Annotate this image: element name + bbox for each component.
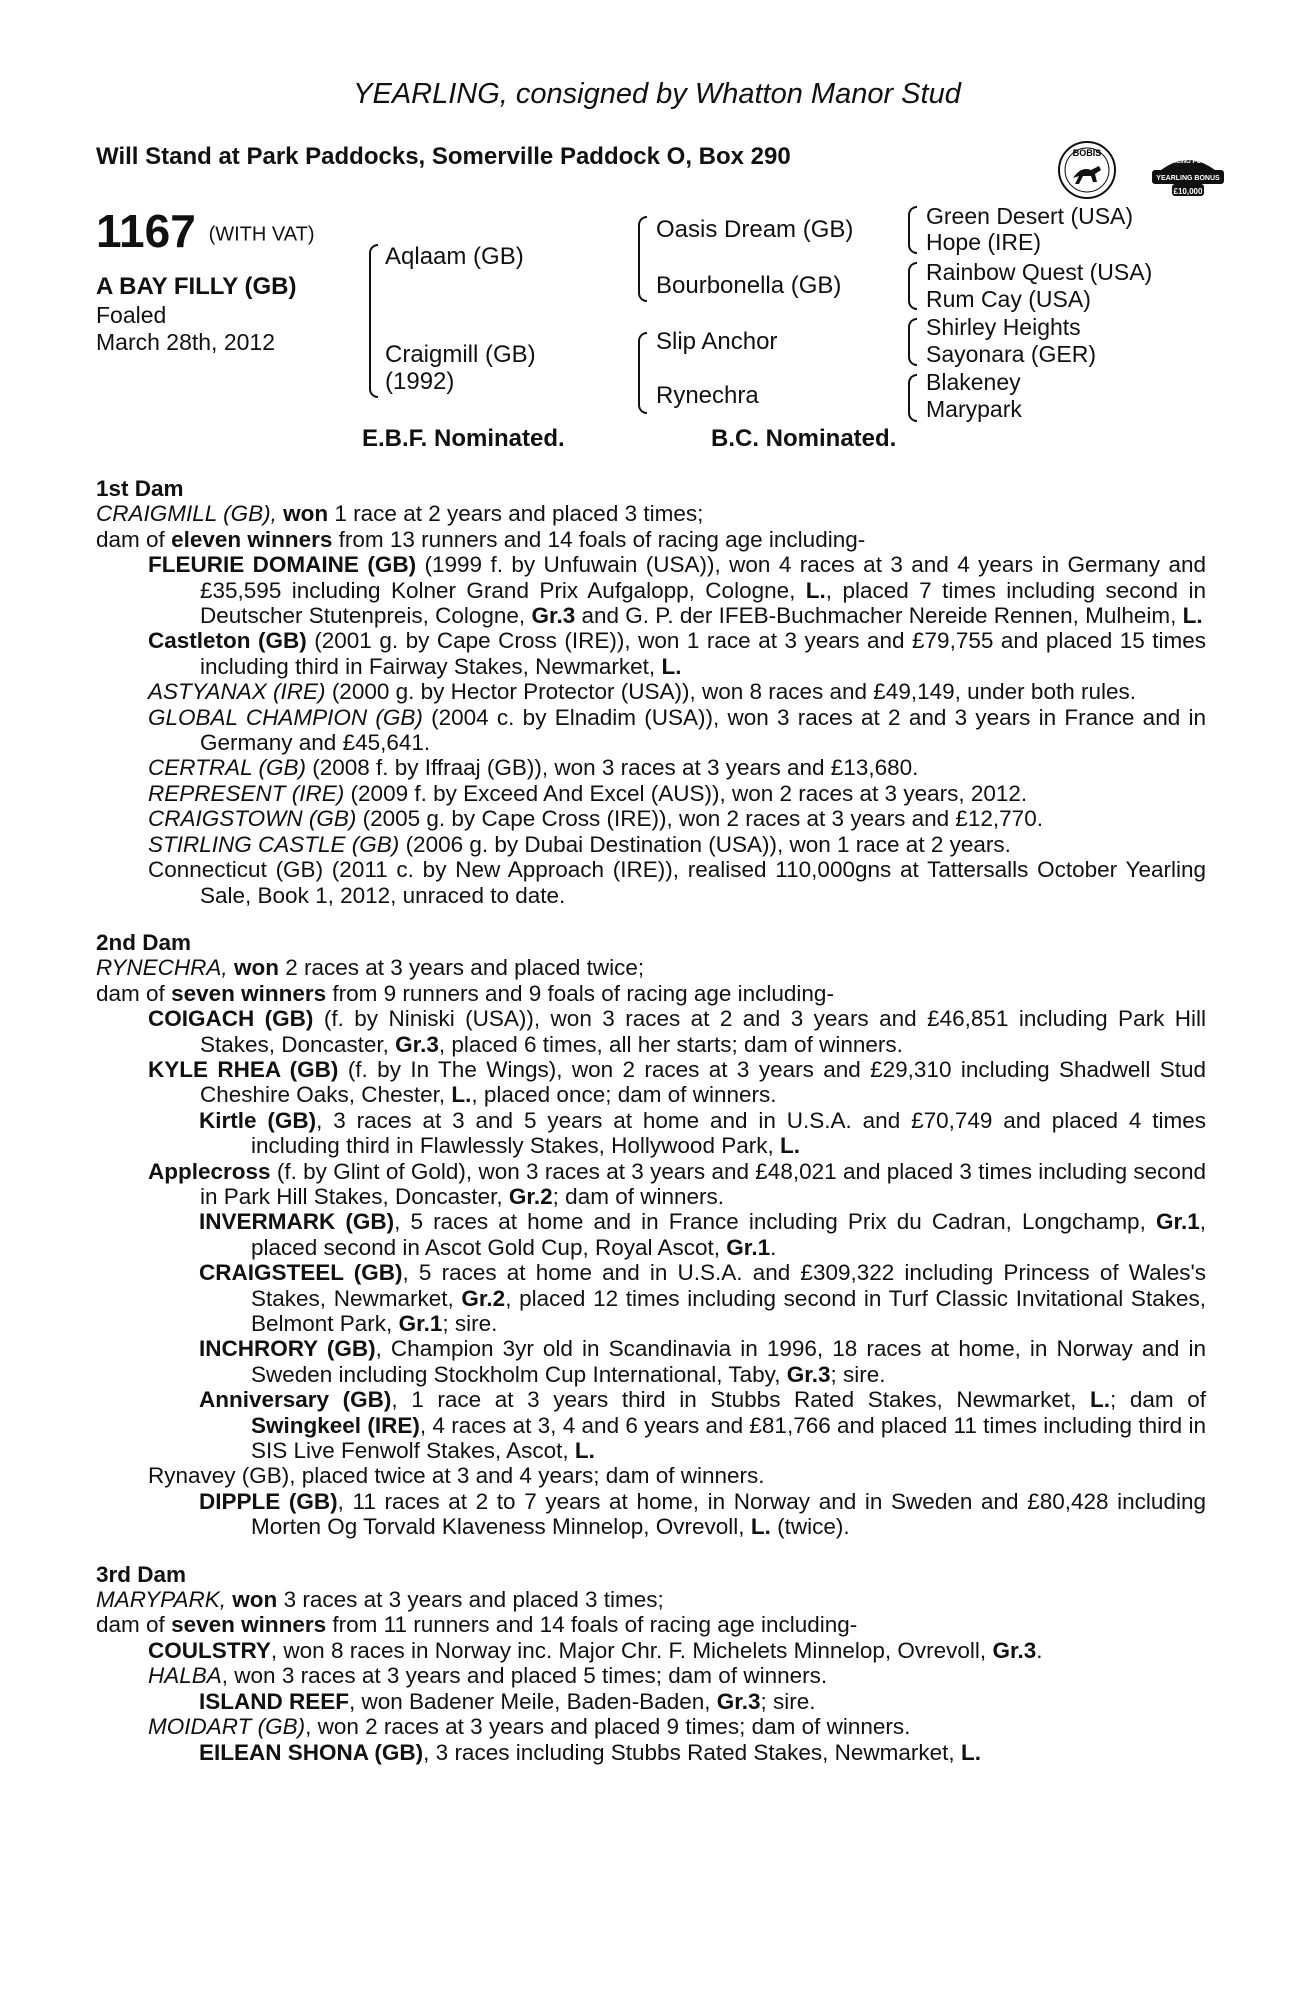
pedigree-brace-2a (638, 216, 647, 302)
produce-halba: HALBA, won 3 races at 3 years and placed 5 times; dam of winners. (148, 1663, 828, 1689)
produce-moidart: MOIDART (GB), won 2 races at 3 years and placed 9 times; dam of winners. (148, 1714, 911, 1740)
third-dam-produce-summary: dam of seven winners from 11 runners and 14 foals of racing age including- (96, 1612, 858, 1638)
produce-astyanax: ASTYANAX (IRE) (2000 g. by Hector Protector (USA)), won 8 races and £49,149, under both rules. (148, 679, 1136, 705)
first-dam-section (96, 476, 1206, 908)
first-dam-heading: 1st Dam (96, 476, 184, 501)
pedigree-dds: Blakeney (926, 369, 1021, 395)
produce-certral: CERTRAL (GB) (2008 f. by Iffraaj (GB)), won 3 races at 3 years and £13,680. (148, 755, 919, 781)
rp-logo-top: RACING POST (1167, 159, 1209, 165)
pedigree-brace-3a (908, 206, 917, 254)
rp-logo-amount: £10,000 (1173, 187, 1203, 196)
produce-fleurie-domaine: FLEURIE DOMAINE (GB) (1999 f. by Unfuwain (USA)), won 4 races at 3 and 4 years in Germany and £35,595 including Kolner Grand Prix Aufgalopp, Cologne, L., placed 7 times including second in Deutscher Stutenpreis, Cologne, Gr.3 and G. P. der IFEB-Buchmacher Nereide Rennen, Mulheim, L. (148, 552, 1206, 629)
pedigree-brace-2b (638, 332, 647, 414)
produce-anniversary: Anniversary (GB), 1 race at 3 years third in Stubbs Rated Stakes, Newmarket, L.; dam of Swingkeel (IRE), 4 races at 3, 4 and 6 years and £81,766 and placed 11 times including third in SIS Live Fenwolf Stakes, Ascot, L. (199, 1387, 1206, 1464)
pedigree-sire-sire: Oasis Dream (GB) (656, 216, 854, 243)
bc-nominated: B.C. Nominated. (711, 425, 897, 452)
pedigree-dam: Craigmill (GB) (385, 341, 536, 368)
second-dam-section (96, 930, 1206, 1540)
third-dam-section (96, 1562, 1206, 1765)
produce-kyle-rhea: KYLE RHEA (GB) (f. by In The Wings), won 2 races at 3 years and £29,310 including Shadwell Stud Cheshire Oaks, Chester, L., placed once; dam of winners. (148, 1056, 1206, 1108)
sale-header-title: YEARLING, consigned by Whatton Manor Stud (353, 78, 961, 110)
produce-global-champion: GLOBAL CHAMPION (GB) (2004 c. by Elnadim (USA)), won 3 races at 2 and 3 years in France and in Germany and £45,641. (148, 704, 1206, 756)
third-dam-line: MARYPARK, won 3 races at 3 years and placed 3 times; (96, 1587, 664, 1613)
produce-invermark: INVERMARK (GB), 5 races at home and in France including Prix du Cadran, Longchamp, Gr.1, placed second in Ascot Gold Cup, Royal Ascot, Gr.1. (199, 1209, 1206, 1260)
first-dam-line: CRAIGMILL (GB), won 1 race at 2 years and placed 3 times; (96, 501, 704, 527)
bobis-logo (1055, 138, 1119, 202)
vat-label: (WITH VAT) (208, 223, 315, 246)
lot-number (96, 204, 314, 258)
pedigree-sss: Green Desert (USA) (926, 203, 1134, 229)
produce-represent: REPRESENT (IRE) (2009 f. by Exceed And Excel (AUS)), won 2 races at 3 years, 2012. (148, 780, 1028, 806)
pedigree-ddd: Marypark (926, 396, 1022, 422)
pedigree-brace-3c (908, 318, 917, 366)
ebf-nominated: E.B.F. Nominated. (362, 425, 565, 452)
second-dam-heading: 2nd Dam (96, 929, 192, 955)
racing-post-yearling-bonus-logo (1150, 150, 1226, 200)
produce-eilean-shona: EILEAN SHONA (GB), 3 races including Stubbs Rated Stakes, Newmarket, L. (199, 1739, 981, 1765)
produce-connecticut: Connecticut (GB) (2011 c. by New Approach (IRE)), realised 110,000gns at Tattersalls October Yearling Sale, Book 1, 2012, unraced to date. (148, 857, 1206, 908)
catalogue-body (96, 476, 1206, 1765)
lot-name: A BAY FILLY (GB) (96, 273, 297, 300)
produce-applecross: Applecross (f. by Glint of Gold), won 3 races at 3 years and £48,021 and placed 3 times including second in Park Hill Stakes, Doncaster, Gr.2; dam of winners. (148, 1158, 1206, 1209)
produce-craigstown: CRAIGSTOWN (GB) (2005 g. by Cape Cross (IRE)), won 2 races at 3 years and £12,770. (148, 806, 1043, 832)
pedigree-sire: Aqlaam (GB) (385, 243, 524, 270)
pedigree-dam-sire: Slip Anchor (656, 328, 778, 355)
produce-stirling-castle: STIRLING CASTLE (GB) (2006 g. by Dubai Destination (USA)), won 1 race at 2 years. (148, 831, 1011, 857)
pedigree-dss: Shirley Heights (926, 314, 1081, 340)
pedigree-brace-3d (908, 374, 917, 422)
pedigree-brace-3b (908, 262, 917, 310)
produce-dipple: DIPPLE (GB), 11 races at 2 to 7 years at home, in Norway and in Sweden and £80,428 including Morten Og Torvald Klaveness Minnelop, Ovrevoll, L. (twice). (199, 1488, 1206, 1540)
produce-craigsteel: CRAIGSTEEL (GB), 5 races at home and in U.S.A. and £309,322 including Princess of Wales's Stakes, Newmarket, Gr.2, placed 12 times including second in Turf Classic Invitational Stakes, Belmont Park, Gr.1; sire. (199, 1260, 1206, 1336)
foaled-date: Foaled March 28th, 2012 (96, 302, 276, 355)
produce-rynavey: Rynavey (GB), placed twice at 3 and 4 years; dam of winners. (148, 1463, 765, 1489)
pedigree-sds: Rainbow Quest (USA) (926, 259, 1153, 285)
pedigree-dam-year: (1992) (385, 368, 455, 395)
pedigree-ssd: Hope (IRE) (926, 229, 1042, 255)
second-dam-produce-summary: dam of seven winners from 9 runners and 9 foals of racing age including- (96, 980, 834, 1006)
bobis-logo-text: BOBIS (1072, 148, 1102, 158)
first-dam-produce-summary: dam of eleven winners from 13 runners and 14 foals of racing age including- (96, 526, 866, 552)
produce-coigach: COIGACH (GB) (f. by Niniski (USA)), won 3 races at 2 and 3 years and £46,851 including Park Hill Stakes, Doncaster, Gr.3, placed 6 times, all her starts; dam of winners. (148, 1006, 1206, 1057)
pedigree-brace-1 (369, 244, 378, 398)
third-dam-heading: 3rd Dam (96, 1561, 187, 1587)
pedigree-sire-dam: Bourbonella (GB) (656, 272, 842, 299)
produce-castleton: Castleton (GB) (2001 g. by Cape Cross (IRE)), won 1 race at 3 years and £79,755 and placed 15 times including third in Fairway Stakes, Newmarket, L. (148, 628, 1206, 679)
produce-island-reef: ISLAND REEF, won Badener Meile, Baden-Baden, Gr.3; sire. (199, 1688, 816, 1714)
stand-location: Will Stand at Park Paddocks, Somerville Paddock O, Box 290 (96, 143, 791, 170)
produce-kirtle: Kirtle (GB), 3 races at 3 and 5 years at home and in U.S.A. and £70,749 and placed 4 times including third in Flawlessly Stakes, Hollywood Park, L. (199, 1107, 1207, 1159)
lot-number-value: 1167 (96, 205, 196, 257)
pedigree-sdd: Rum Cay (USA) (926, 286, 1091, 312)
second-dam-line: RYNECHRA, won 2 races at 3 years and placed twice; (96, 955, 645, 981)
produce-inchrory: INCHRORY (GB), Champion 3yr old in Scandinavia in 1996, 18 races at home, in Norway and in Sweden including Stockholm Cup International, Taby, Gr.3; sire. (199, 1336, 1207, 1387)
produce-coulstry: COULSTRY, won 8 races in Norway inc. Major Chr. F. Michelets Minnelop, Ovrevoll, Gr.3. (148, 1637, 1043, 1663)
pedigree-dam-dam: Rynechra (656, 382, 759, 409)
rp-logo-mid: YEARLING BONUS (1156, 175, 1220, 182)
pedigree-dsd: Sayonara (GER) (926, 341, 1097, 367)
